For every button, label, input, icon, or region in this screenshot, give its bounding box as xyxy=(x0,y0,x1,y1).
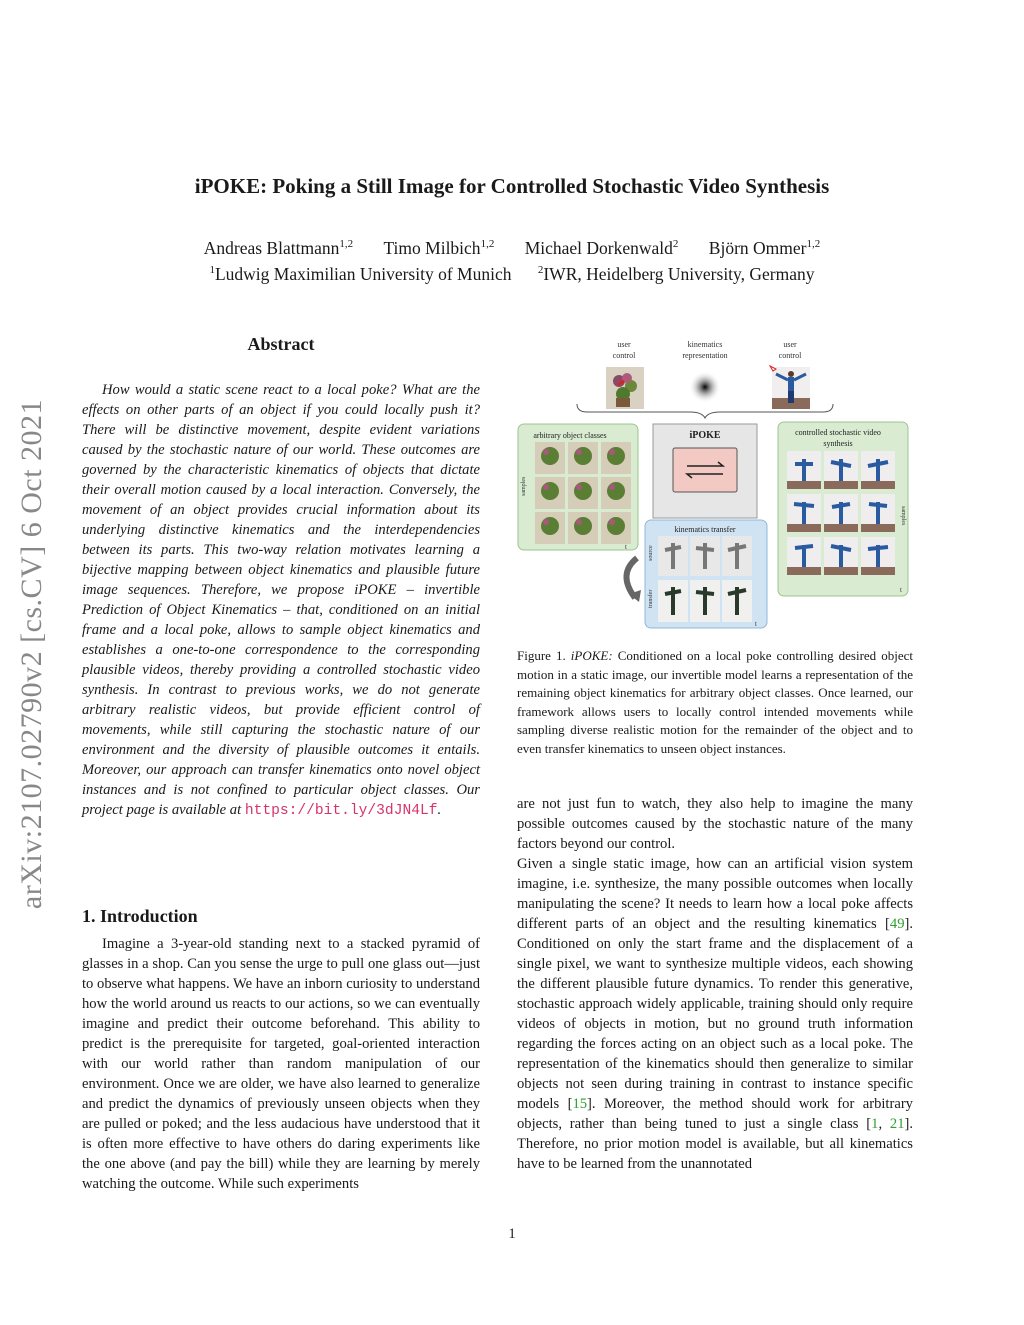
abstract-body: How would a static scene react to a local poke? What are the effects on other parts of an object if you could locally push it? There will be distinctive movement, despite evident variations caused by the stochastic nature of our world. These outcomes are governed by the characteristic kinematics of objects that dictate their overall motion caused by a local interaction. Conversely, the movement of an object provides crucial information about its underlying distinctive kinematics and the interdependencies between its parts. This two-way relation motivates learning a bijective mapping between object kinematics and plausible future image sequences. Therefore, we propose iPOKE – invertible Prediction of Object Kinematics – that, conditioned on an initial frame and a local poke, allows to sample object kinematics and establishes a one-to-one correspondence to the corresponding plausible videos, thereby providing a controlled stochastic video synthesis. In contrast to previous works, we do not generate arbitrary realistic videos, but provide efficient control of movements, while still capturing the stochastic nature of our environment and the diversity of plausible outcomes it entails. Moreover, our approach can transfer kinematics onto novel object instances and is not confined to particular object classes. Our project page is available at https://bit.ly/3dJN4Lf. xyxy=(82,382,480,819)
figure-1 xyxy=(515,336,911,636)
affiliation: $^2$IWR, Heidelberg University, Germany xyxy=(537,264,815,284)
user-control-label-1b: control xyxy=(612,351,636,360)
t-label-bottom: t xyxy=(755,620,757,628)
flower-grid xyxy=(535,442,631,544)
kinematics-label: kinematics xyxy=(687,340,723,349)
citation-link[interactable]: 49 xyxy=(889,916,905,932)
person-thumbnail-icon xyxy=(770,366,810,409)
kinematics-label-b: representation xyxy=(682,351,728,360)
kinematics-blob-icon xyxy=(689,371,721,403)
user-control-label-1: user xyxy=(617,340,631,349)
arxiv-stamp: arXiv:2107.02790v2 [cs.CV] 6 Oct 2021 xyxy=(15,398,48,910)
intro-paragraph-right: are not just fun to watch, they also help to imagine the many possible outcomes caused by the stochastic nature of the many factors beyond our control. Given a single static image, how can an artificial vision system imagine, i.e. synthesize, the many possible outcomes when locally manipulating the scene? It needs to learn how a local poke affects different parts of an object and the resulting kinematics [49]. Conditioned on only the start frame and the displacement of a single pixel, we want to synthesize multiple videos, each showing the different plausible future dynamics. To render this generative, stochastic approach widely applicable, training should only require videos of objects in motion, but no ground truth information regarding the forces acting on an object such as a local poke. The representation of the kinematics should then generalize to similar objects not seen during training in contrast to instance specific models [15]. Moreover, the method should work for arbitrary objects, rather than being tuned to just a single class [1, 21]. Therefore, no prior motion model is available, but all kinematics have to be learned from the unannotated xyxy=(517,796,914,1172)
citation-link[interactable]: 21 xyxy=(889,1116,905,1132)
transfer-label: transfer xyxy=(648,589,654,608)
project-link[interactable]: https://bit.ly/3dJN4Lf xyxy=(244,803,438,819)
kinematics-transfer-label: kinematics transfer xyxy=(674,525,736,534)
author: Timo Milbich$^{1,2}$ xyxy=(383,238,495,258)
section-heading-introduction: 1. Introduction xyxy=(82,906,198,926)
affiliation: $^1$Ludwig Maximilian University of Munich xyxy=(209,264,512,284)
controlled-label: controlled stochastic video xyxy=(795,428,881,437)
author-list xyxy=(0,238,1024,259)
page-number: 1 xyxy=(508,1226,516,1242)
ipoke-box xyxy=(673,448,737,492)
t-label-right: t xyxy=(900,586,902,594)
author: Björn Ommer$^{1,2}$ xyxy=(708,238,821,258)
t-label-left: t xyxy=(625,543,627,551)
citation-link[interactable]: 1 xyxy=(871,1116,879,1132)
figure-caption: Figure 1. iPOKE: Conditioned on a local poke controlling desired object motion in a static image, our invertible model learns a representation of the remaining object kinematics for arbitrary object classes. Once learned, our framework allows users to locally control intended movements while sampling diverse realistic motion for the remainder of the object and to even transfer kinematics to unseen object instances. xyxy=(517,648,913,756)
abstract-heading: Abstract xyxy=(247,334,315,354)
samples-label-left: samples xyxy=(521,476,527,496)
author: Michael Dorkenwald$^2$ xyxy=(524,238,679,258)
source-label: source xyxy=(648,545,654,561)
intro-paragraph: Imagine a 3-year-old standing next to a stacked pyramid of glasses in a shop. Can you sense the urge to pull one glass out—just to observe what happens. We have an inborn curiosity to understand how the world around us reacts to our actions, so we can eventually imagine and predict their outcome beforehand. This ability to predict is the prerequisite for targeted, goal-oriented interaction with our world rather than random manipulation of our environment. Once we are older, we have also learned to generalize and predict the dynamics of previously unseen objects when they are pulled or poked; and the less audacious have understood that it is often more effective to have others do daring experiments like the one above (and pay the bill) while they are learning by merely watching the outcome. While such experiments xyxy=(82,936,480,1192)
citation-link[interactable]: 15 xyxy=(572,1096,588,1112)
ipoke-label: iPOKE xyxy=(689,430,721,441)
affiliation-list xyxy=(0,264,1024,285)
flower-thumbnail-icon xyxy=(606,367,644,409)
paper-title: iPOKE: Poking a Still Image for Controlled Stochastic Video Synthesis xyxy=(194,174,830,198)
author: Andreas Blattmann$^{1,2}$ xyxy=(203,238,354,258)
user-control-label-2: user xyxy=(783,340,797,349)
person-grid xyxy=(787,451,895,575)
controlled-label-b: synthesis xyxy=(823,439,853,448)
top-labels xyxy=(613,340,802,360)
arbitrary-object-classes-label: arbitrary object classes xyxy=(533,431,607,440)
user-control-label-2b: control xyxy=(778,351,802,360)
samples-label-right: samples xyxy=(900,506,906,526)
